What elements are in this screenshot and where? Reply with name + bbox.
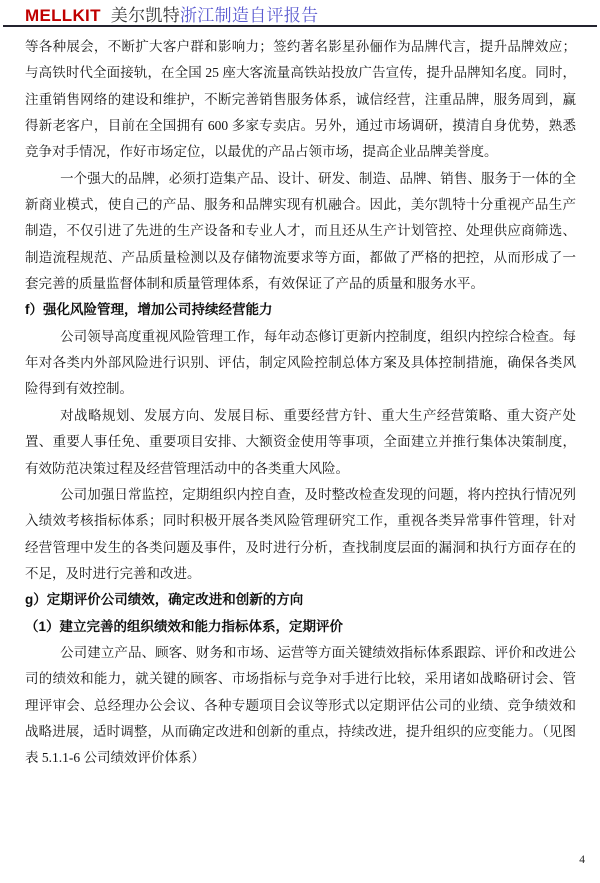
page-number: 4 <box>579 854 585 866</box>
report-title: 浙江制造自评报告 <box>180 6 319 25</box>
body-paragraph: 公司领导高度重视风险管理工作，每年动态修订更新内控制度，组织内控综合检查。每年对各类内外部风险进行识别、评估，制定风险控制总体方案及具体控制措施，确保各类风险得到有效控制。 <box>25 328 576 397</box>
body-paragraph: 对战略规划、发展方向、发展目标、重要经营方针、重大生产经营策略、重大资产处置、重要人事任免、重要项目安排、大额资金使用等事项，全面建立并推行集体决策制度，有效防范决策过程及经营管理活动中的各类重大风险。 <box>25 407 576 476</box>
header-divider <box>3 25 597 27</box>
brand-name-cn: 美尔凯特 <box>110 6 180 25</box>
section-heading-f: f）强化风险管理，增加公司持续经营能力 <box>25 302 273 318</box>
body-paragraph: 一个强大的品牌，必须打造集产品、设计、研发、制造、品牌、销售、服务于一体的全新商业模式，使自己的产品、服务和品牌实现有机融合。因此，美尔凯特十分重视产品生产制造，不仅引进了先进的生产设备和专业人才，而且还从生产计划管控、处理供应商筛选、制造流程规范、产品质量检测以及存储物流要求等方面，都做了严格的把控，从而形成了一套完善的质量监督体制和质量管理体系，有效保证了产品的质量和服务水平。 <box>25 170 576 292</box>
body-paragraph: 公司建立产品、顾客、财务和市场、运营等方面关键绩效指标体系跟踪、评价和改进公司的绩效和能力，就关键的顾客、市场指标与竞争对手进行比较，采用诸如战略研讨会、管理评审会、总经理办公会议、各种专题项目会议等形式以定期评估公司的业绩、竞争绩效和战略进展，适时调整，从而确定改进和创新的重点，持续改进，提升组织的应变能力。（见图表 5.1.1-6 公司绩效评价体系） <box>25 644 576 766</box>
document-body <box>25 34 576 772</box>
body-paragraph: 公司加强日常监控，定期组织内控自查，及时整改检查发现的问题，将内控执行情况列入绩效考核指标体系；同时积极开展各类风险管理研究工作，重视各类异常事件管理，针对经营管理中发生的各类问题及事件，及时进行分析，查找制度层面的漏洞和执行方面存在的不足，及时进行完善和改进。 <box>25 486 576 581</box>
subsection-heading-1: （1）建立完善的组织绩效和能力指标体系，定期评价 <box>25 618 344 634</box>
brand-logo-text: MELLKIT <box>25 6 101 25</box>
report-header <box>25 6 590 25</box>
body-paragraph: 等各种展会，不断扩大客户群和影响力；签约著名影星孙俪作为品牌代言，提升品牌效应；与高铁时代全面接轨，在全国 25 座大客流量高铁站投放广告宣传，提升品牌知名度。同时，注重销售网络的建设和维护，不断完善销售服务体系，诚信经营，注重品牌，服务周到，赢得新老客户，目前在全国拥有 600 多家专卖店。另外，通过市场调研，摸清自身优势，熟悉竞争对手情况，作好市场定位，以最优的产品占领市场，提高企业品牌美誉度。 <box>25 39 576 160</box>
section-heading-g: g）定期评价公司绩效，确定改进和创新的方向 <box>25 592 304 608</box>
